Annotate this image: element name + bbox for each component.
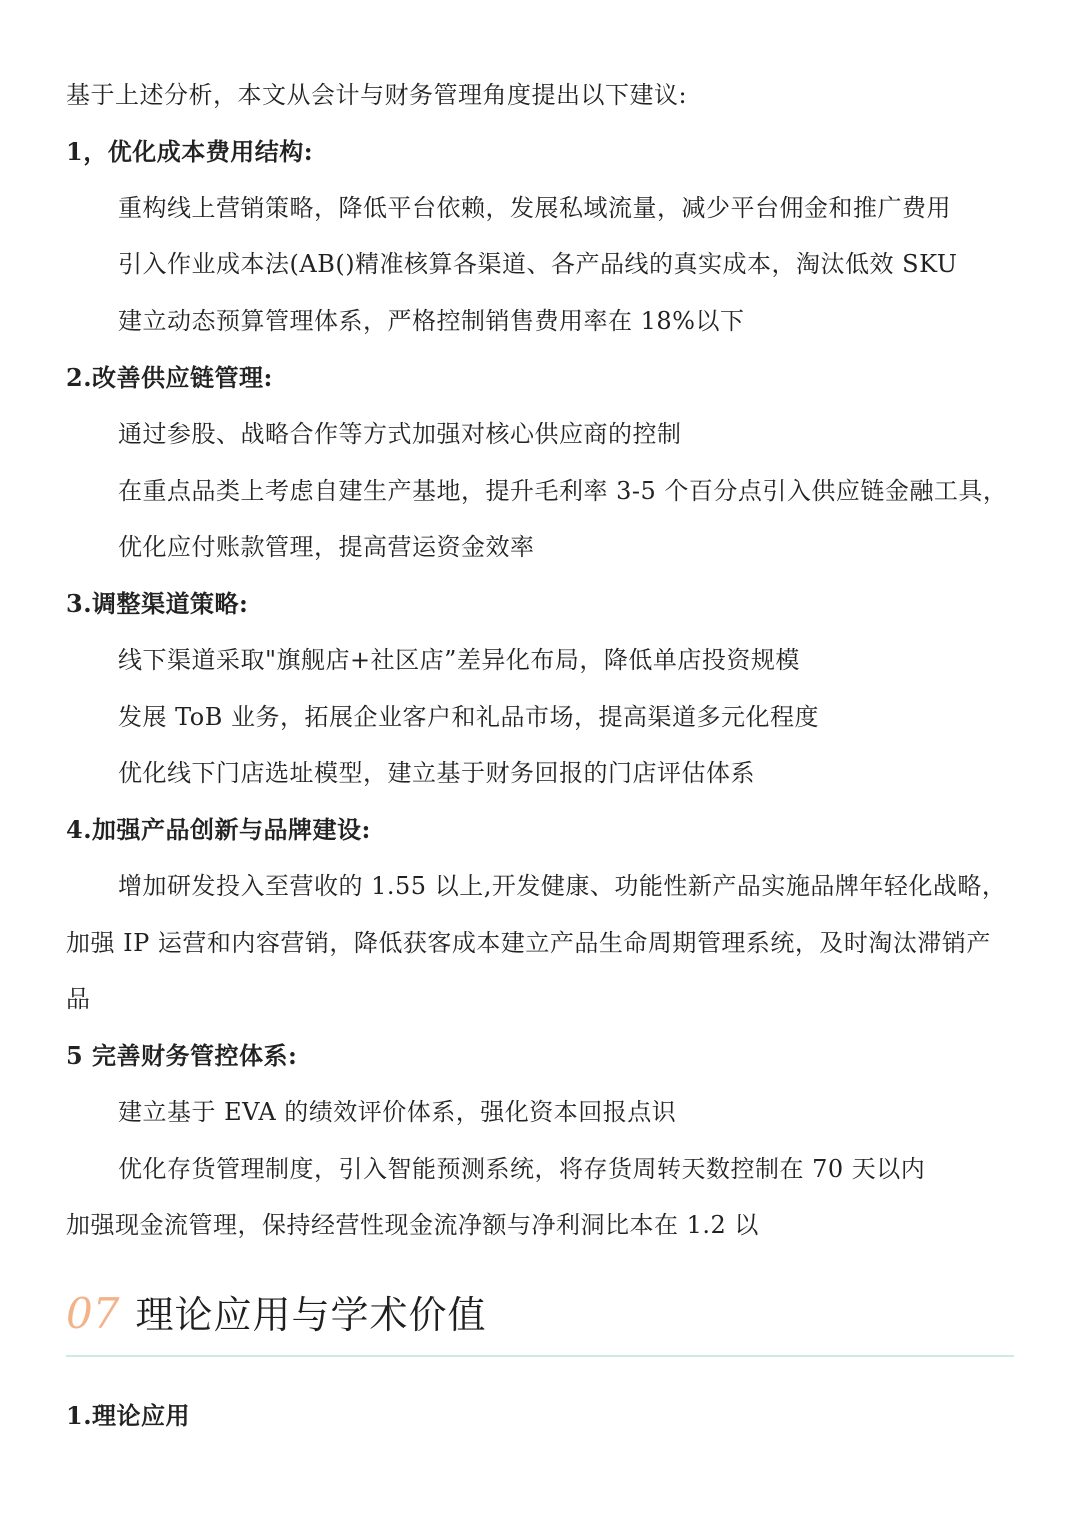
intro-paragraph: 基于上述分析，本文从会计与财务管理角度提出以下建议: [66, 81, 688, 109]
heading-theory-application: 1.理论应用 [66, 1401, 191, 1430]
cost-item-1: 重构线上营销策略，降低平台依赖，发展私域流量，减少平台佣金和推广费用 [118, 194, 951, 222]
control-item-2: 优化存货管理制度，引入智能预测系统，将存货周转天数控制在 70 天以内 [118, 1155, 926, 1183]
supply-item-1: 通过参股、战略合作等方式加强对核心供应商的控制 [118, 420, 682, 448]
control-item-1: 建立基于 EVA 的绩效评价体系，强化资本回报点识 [118, 1098, 677, 1126]
channel-item-2: 发展 ToB 业务，拓展企业客户和礼品市场，提高渠道多元化程度 [118, 703, 819, 731]
product-paragraph-line-3: 品 [66, 985, 91, 1013]
heading-channel-strategy: 3.调整渠道策略: [66, 589, 249, 618]
supply-item-3: 优化应付账款管理，提高营运资金效率 [118, 533, 535, 561]
cost-item-2: 引入作业成本法(AB()精准核算各渠道、各产品线的真实成本，淘汰低效 SKU [118, 250, 958, 278]
cost-item-3: 建立动态预算管理体系，严格控制销售费用率在 18%以下 [118, 307, 745, 335]
channel-item-1: 线下渠道采取"旗舰店+社区店”差异化布局，降低单店投资规模 [118, 646, 800, 674]
heading-financial-control: 5 完善财务管控体系: [66, 1041, 298, 1070]
product-paragraph-line-2: 加强 IP 运营和内容营销，降低获客成本建立产品生命周期管理系统，及时淘汰滞销产 [66, 929, 991, 957]
product-paragraph-line-1: 增加研发投入至营收的 1.55 以上,开发健康、功能性新产品实施品牌年轻化战略， [118, 872, 1007, 900]
section-title-text: 理论应用与学术价值 [135, 1293, 487, 1337]
section-number: 07 [66, 1289, 120, 1338]
heading-cost-structure: 1，优化成本费用结构: [66, 137, 314, 166]
supply-item-2: 在重点品类上考虑自建生产基地，提升毛利率 3-5 个百分点引入供应链金融工具， [118, 477, 1008, 505]
channel-item-3: 优化线下门店选址模型，建立基于财务回报的门店评估体系 [118, 759, 755, 787]
section-title [66, 1284, 486, 1344]
section-divider [66, 1355, 1014, 1357]
heading-supply-chain: 2.改善供应链管理: [66, 363, 273, 392]
control-item-3: 加强现金流管理，保持经营性现金流净额与净利洞比本在 1.2 以 [66, 1211, 759, 1239]
heading-product-brand: 4.加强产品创新与品牌建设: [66, 815, 371, 844]
